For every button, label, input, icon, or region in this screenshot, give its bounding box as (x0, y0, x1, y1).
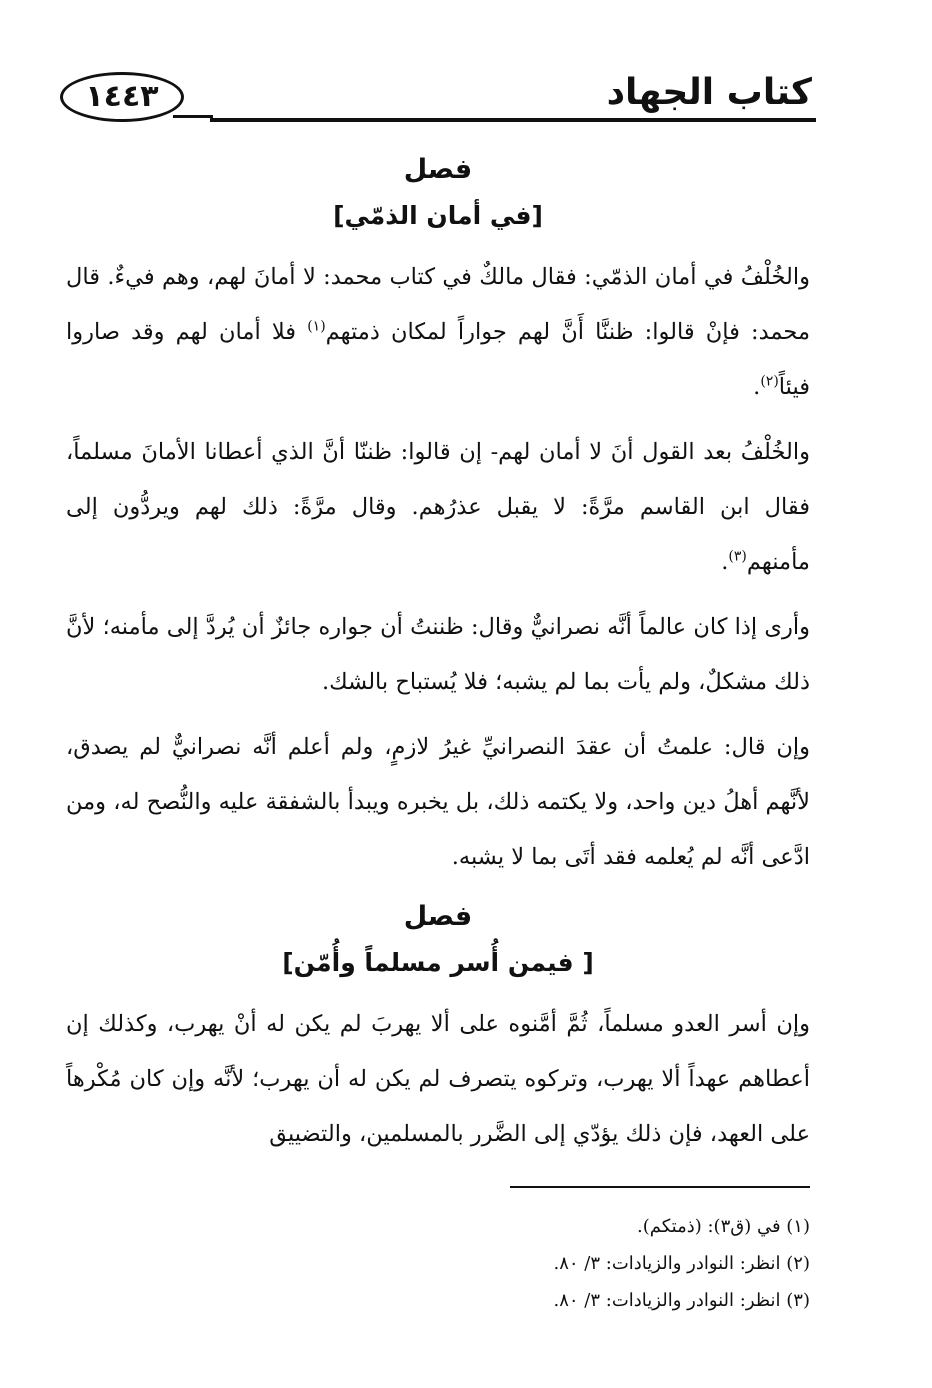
section-heading: فصل (403, 901, 473, 932)
page-number: ١٤٤٣ (85, 79, 159, 114)
main-text (66, 150, 810, 1172)
paragraph-text: والخُلْفُ في أمان الذمّي: فقال مالكٌ في كتاب محمد: لا أمانَ لهم، وهم فيءٌ. قال محمد: فإنْ قالوا: ظننَّا أَنَّ لهم جواراً لمكان ذمتهم (66, 264, 811, 345)
paragraph-text: وإن أسر العدو مسلماً، ثُمَّ أمَّنوه على ألا يهربَ لم يكن له أنْ يهرب، وكذلك إن أعطاهم عهداً ألا يهرب، وتركوه يتصرف لم يكن له أن يهرب؛ لأنَّه وإن كان مُكْرهاً على العهد، فإن ذلك يؤدّي إلى الضَّرر بالمسلمين، والتضييق (66, 1011, 810, 1147)
footnote-reference: (١) (307, 318, 326, 335)
footnote-list (66, 1208, 810, 1319)
paragraph (66, 720, 810, 885)
footnote-reference: (٣) (728, 548, 747, 565)
paragraph (66, 425, 810, 590)
paragraph-text: فلا أمان لهم وقد صاروا فيئاً (66, 319, 810, 400)
footnote: (١) في (ق٣): (ذمتكم). (636, 1216, 810, 1237)
paragraph-text: وإن قال: علمتُ أن عقدَ النصرانيِّ غيرُ لازمٍ، ولم أعلم أنَّه نصرانيٌّ لم يصدق، لأنَّهم أهلُ دين واحد، ولا يكتمه ذلك، بل يخبره ويبدأ بالشفقة عليه والنُّصح له، ومن ادَّعى أنَّه لم يُعلمه فقد أتَى بما لا يشبه. (66, 734, 810, 870)
section-subheading: [في أمان الذمّي] (333, 201, 543, 230)
paragraph (66, 600, 810, 710)
paragraph-text: . (721, 549, 729, 575)
book-title: كتاب الجهاد (606, 72, 812, 113)
section-heading: فصل (403, 154, 473, 185)
footnote: (٢) انظر: النوادر والزيادات: ٣/ ٨٠. (553, 1253, 810, 1274)
paragraph-text: والخُلْفُ بعد القول أنَ لا أمان لهم- إن قالوا: ظننّا أنَّ الذي أعطانا الأمانَ مسلماً، فقال ابن القاسم مرَّةً: لا يقبل عذرُهم. وقال مرَّةً: ذلك لهم ويردُّون إلى مأمنهم (66, 439, 810, 575)
section-subheading: [ فيمن أُسر مسلماً وأُمّن] (282, 948, 594, 977)
running-header (60, 66, 816, 126)
paragraph-text: . (753, 374, 761, 400)
footnote: (٣) انظر: النوادر والزيادات: ٣/ ٨٠. (553, 1290, 810, 1311)
page-number-frame (60, 72, 184, 122)
footnote-reference: (٢) (760, 373, 779, 390)
paragraph (66, 250, 810, 415)
paragraph-text: وأرى إذا كان عالماً أنَّه نصرانيٌّ وقال: ظننتُ أن جواره جائزٌ أن يُردَّ إلى مأمنه؛ لأنَّ ذلك مشكلٌ، ولم يأت بما لم يشبه؛ فلا يُستباح بالشك. (66, 614, 810, 695)
section (66, 897, 810, 1162)
footnote-rule (510, 1186, 810, 1188)
paragraph (66, 997, 810, 1162)
header-rule (210, 118, 816, 122)
